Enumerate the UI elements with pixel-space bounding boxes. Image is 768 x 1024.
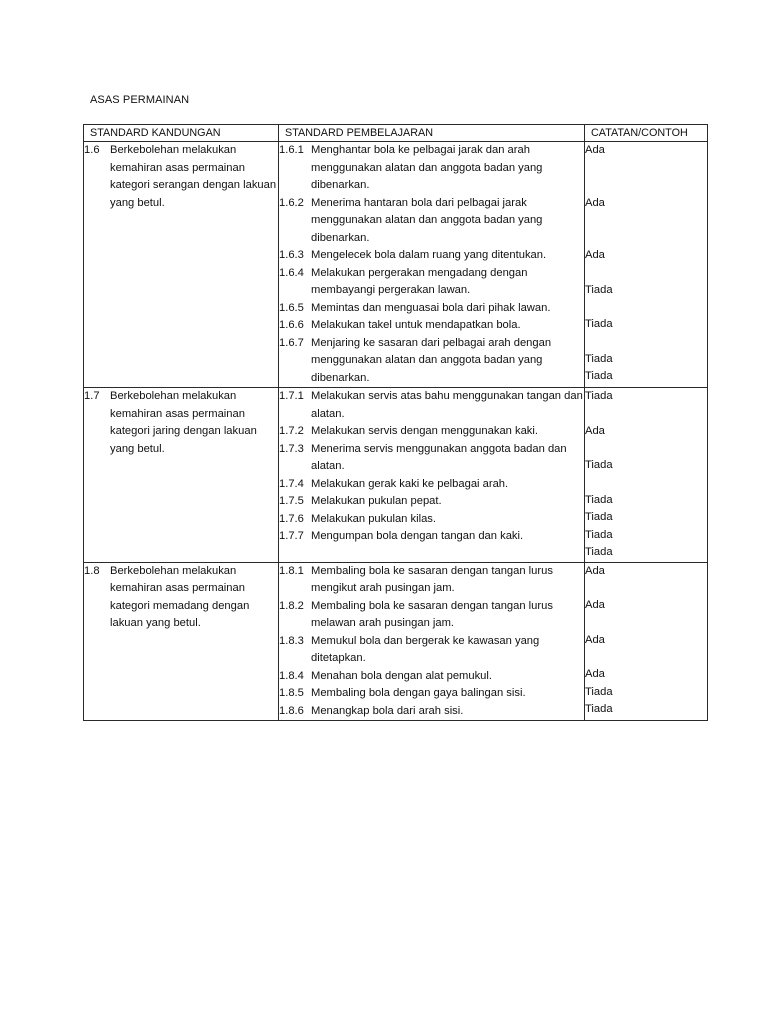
learning-item	[279, 388, 584, 423]
learning-item-number: 1.7.6	[279, 512, 304, 525]
learning-item	[279, 511, 584, 529]
learning-item	[279, 423, 584, 441]
note-value: Tiada	[585, 685, 613, 698]
content-standard-number: 1.7	[84, 390, 100, 402]
learning-item	[279, 265, 584, 300]
learning-standard-cell	[279, 388, 585, 563]
learning-item	[279, 633, 584, 668]
notes-cell	[585, 388, 708, 563]
learning-item-number: 1.8.2	[279, 599, 304, 612]
learning-item	[279, 668, 584, 686]
learning-item-number: 1.8.3	[279, 634, 304, 647]
learning-item	[279, 493, 584, 511]
note-value: Tiada	[585, 318, 613, 330]
learning-item-text: Memukul bola dan bergerak ke kawasan yang ditetapkan.	[311, 634, 540, 664]
learning-item-number: 1.7.2	[279, 425, 304, 437]
header-standard-kandungan: STANDARD KANDUNGAN	[84, 125, 279, 142]
content-standard-text: Berkebolehan melakukan kemahiran asas permainan kategori jaring dengan lakuan yang betul.	[110, 390, 257, 455]
note-value: Ada	[585, 424, 605, 437]
note-value: Tiada	[585, 703, 613, 715]
note-value: Ada	[585, 144, 605, 156]
learning-item	[279, 598, 584, 633]
learning-standard-cell	[279, 142, 585, 388]
note-value: Ada	[585, 564, 605, 577]
header-standard-pembelajaran: STANDARD PEMBELAJARAN	[279, 125, 585, 142]
learning-item-number: 1.7.1	[279, 390, 304, 402]
note-value: Tiada	[585, 546, 613, 558]
learning-item-text: Melakukan servis dengan menggunakan kaki.	[311, 425, 538, 437]
learning-item-number: 1.6.7	[279, 336, 304, 349]
learning-standard-cell	[279, 562, 585, 721]
note-value: Tiada	[585, 511, 613, 523]
table-row	[84, 142, 708, 388]
learning-item-number: 1.8.4	[279, 669, 304, 682]
learning-item-text: Membaling bola ke sasaran dengan tangan lurus mengikut arah pusingan jam.	[311, 564, 553, 594]
learning-item-number: 1.6.5	[279, 301, 304, 314]
learning-item-text: Menerima servis menggunakan anggota badan dan alatan.	[311, 442, 567, 472]
learning-item	[279, 247, 584, 265]
learning-item-number: 1.7.5	[279, 495, 304, 507]
content-standard-number: 1.8	[84, 564, 100, 577]
content-standard-text: Berkebolehan melakukan kemahiran asas permainan kategori serangan dengan lakuan yang betul.	[110, 144, 277, 209]
learning-item-number: 1.6.3	[279, 249, 304, 261]
learning-item	[279, 317, 584, 335]
learning-item-text: Menjaring ke sasaran dari pelbagai arah dengan menggunakan alatan dan anggota badan yang dibenarkan.	[311, 336, 552, 384]
note-value: Ada	[585, 633, 605, 646]
note-value: Ada	[585, 196, 605, 209]
note-value: Ada	[585, 668, 605, 680]
page-title: ASAS PERMAINAN	[90, 94, 190, 106]
standards-table	[83, 124, 708, 721]
note-value: Ada	[585, 249, 605, 261]
learning-item-text: Menerima hantaran bola dari pelbagai jarak menggunakan alatan dan anggota badan yang dibenarkan.	[311, 196, 543, 244]
learning-item-number: 1.6.6	[279, 319, 304, 331]
notes-cell	[585, 562, 708, 721]
learning-item-text: Melakukan pergerakan mengadang dengan membayangi pergerakan lawan.	[311, 266, 528, 296]
content-standard-cell	[84, 562, 279, 721]
learning-item-text: Menghantar bola ke pelbagai jarak dan arah menggunakan alatan dan anggota badan yang dibenarkan.	[311, 144, 543, 191]
note-value: Tiada	[585, 528, 613, 541]
learning-item	[279, 300, 584, 318]
table-header-row	[84, 125, 708, 142]
learning-item-text: Melakukan pukulan pepat.	[311, 495, 442, 507]
learning-item-number: 1.7.4	[279, 477, 304, 490]
learning-item-text: Membaling bola dengan gaya balingan sisi.	[311, 687, 526, 699]
learning-item	[279, 441, 584, 476]
learning-item-number: 1.7.3	[279, 442, 304, 455]
content-standard-cell	[84, 388, 279, 563]
learning-item-number: 1.7.7	[279, 530, 304, 542]
header-catatan-contoh: CATATAN/CONTOH	[585, 125, 708, 142]
learning-item-text: Melakukan gerak kaki ke pelbagai arah.	[311, 477, 509, 490]
learning-item-text: Memintas dan menguasai bola dari pihak lawan.	[311, 301, 551, 314]
learning-item-number: 1.8.5	[279, 687, 304, 699]
learning-item-text: Menahan bola dengan alat pemukul.	[311, 669, 492, 682]
learning-item-text: Melakukan pukulan kilas.	[311, 512, 436, 525]
note-value: Tiada	[585, 283, 613, 296]
learning-item	[279, 563, 584, 598]
learning-item	[279, 685, 584, 703]
note-value: Tiada	[585, 390, 613, 402]
learning-item-number: 1.8.6	[279, 704, 304, 717]
learning-item	[279, 476, 584, 494]
learning-item-number: 1.6.1	[279, 144, 304, 156]
learning-item-number: 1.8.1	[279, 564, 304, 577]
learning-item	[279, 335, 584, 388]
note-value: Tiada	[585, 493, 613, 506]
table-row	[84, 562, 708, 721]
learning-item	[279, 528, 584, 546]
content-standard-text: Berkebolehan melakukan kemahiran asas permainan kategori memadang dengan lakuan yang betul.	[110, 564, 250, 629]
learning-item-text: Mengelecek bola dalam ruang yang ditentukan.	[311, 249, 547, 261]
learning-item	[279, 703, 584, 721]
learning-item	[279, 142, 584, 195]
note-value: Ada	[585, 599, 605, 611]
learning-item-number: 1.6.2	[279, 196, 304, 209]
content-standard-number: 1.6	[84, 144, 100, 156]
learning-item-text: Membaling bola ke sasaran dengan tangan lurus melawan arah pusingan jam.	[311, 599, 553, 629]
note-value: Tiada	[585, 459, 613, 471]
table-row	[84, 388, 708, 563]
content-standard-cell	[84, 142, 279, 388]
note-value: Tiada	[585, 352, 613, 365]
learning-item-number: 1.6.4	[279, 266, 304, 279]
learning-item-text: Melakukan servis atas bahu menggunakan tangan dan alatan.	[311, 390, 583, 420]
note-value: Tiada	[585, 370, 613, 382]
learning-item	[279, 195, 584, 248]
learning-item-text: Melakukan takel untuk mendapatkan bola.	[311, 319, 521, 331]
notes-cell	[585, 142, 708, 388]
learning-item-text: Menangkap bola dari arah sisi.	[311, 704, 464, 717]
learning-item-text: Mengumpan bola dengan tangan dan kaki.	[311, 530, 524, 542]
